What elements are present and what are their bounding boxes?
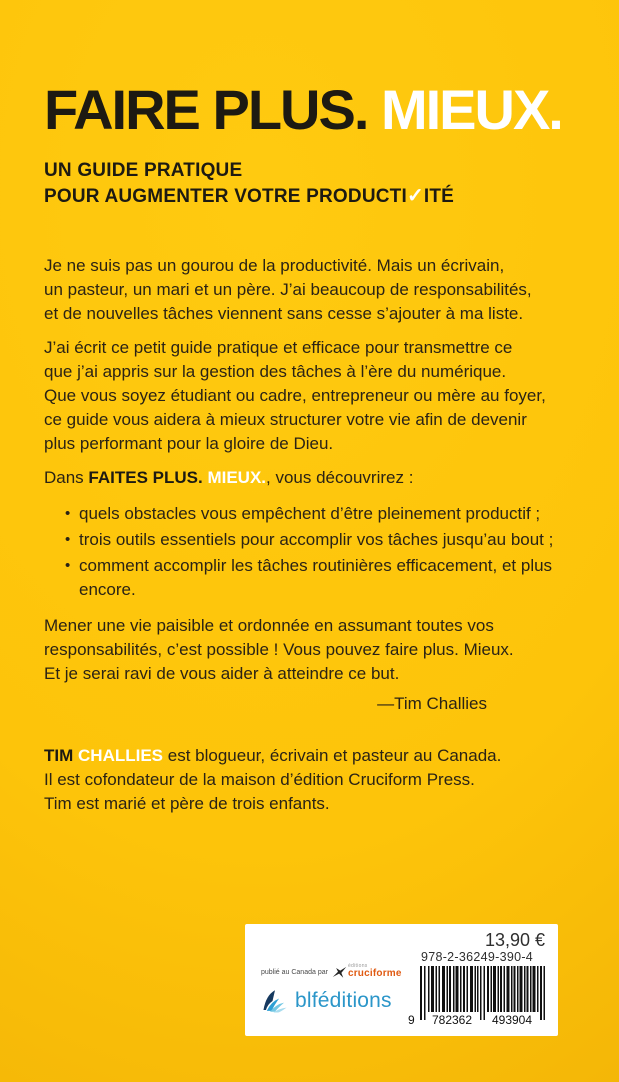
price-label: 13,90 € [484,930,545,950]
bio-line1: TIM CHALLIES est blogueur, écrivain et pasteur au Canada. [44,746,502,766]
checkmark-icon: ✓ [406,185,424,208]
published-by-row [261,964,411,979]
title-black-part: FAIRE PLUS. [44,78,368,141]
bullet-item: • quels obstacles vous empêchent d’être pleinement productif ; [65,502,575,526]
barcode [407,966,547,1026]
publisher-barcode-box [245,924,558,1036]
author-last-name: CHALLIES [78,746,164,766]
book-title [44,78,575,141]
guide-paragraph: J’ai écrit ce petit guide pratique et efficace pour transmettre ce que j’ai appris sur la gestion des tâches à l’ère du numérique. Que vous soyez étudiant ou cadre, entrepreneur ou mère au foyer, ce guide vous aidera à mieux structurer votre vie afin de devenir plus performant pour la gloire de Dieu. [44,338,546,454]
barcode-group1: 782362 [431,1013,473,1026]
discover-line: Dans FAITES PLUS. MIEUX., vous découvrirez : [44,468,414,488]
isbn-label: 978-2-36249-390-4 [420,950,534,964]
published-by-label: publié au Canada par [261,969,328,976]
author-signature: —Tim Challies [377,694,487,714]
discover-bullet-list [44,502,575,602]
closing-paragraph: Mener une vie paisible et ordonnée en assumant toutes vos responsabilités, c’est possible ! Vous pouvez faire plus. Mieux. Et je serai ravi de vous aider à atteindre ce but. [44,616,514,684]
cruciforme-bird-icon [332,966,347,979]
book-subtitle [44,158,575,210]
cover-content [0,78,619,816]
book-back-cover [0,78,619,1082]
subtitle-line1: UN GUIDE PRATIQUE [44,160,243,181]
barcode-block [402,950,552,1026]
bullet-item: • trois outils essentiels pour accomplir vos tâches jusqu’au bout ; [65,528,575,552]
cruciforme-name-label: cruciforme [347,968,402,979]
book-name-white: MIEUX. [207,468,267,488]
cruciforme-editions-label: éditions [347,963,368,969]
publisher-logos [261,964,411,1014]
barcode-group2: 493904 [491,1013,533,1026]
author-bio: TIM CHALLIES est blogueur, écrivain et pasteur au Canada. Il est cofondateur de la maison d’édition Cruciform Press. Tim est marié et père de trois enfants. [44,744,575,816]
subtitle-line2: POUR AUGMENTER VOTRE PRODUCTI✓ITÉ [44,185,455,208]
cruciforme-logo [332,964,402,979]
intro-paragraph: Je ne suis pas un gourou de la productivité. Mais un écrivain, un pasteur, un mari et un père. J’ai beaucoup de responsabilités, et de nouvelles tâches viennent sans cesse s’ajouter à ma liste. [44,256,532,324]
blf-editions-logo [261,988,411,1014]
bullet-item: • comment accomplir les tâches routinières efficacement, et plus encore. [65,554,575,602]
blf-book-icon [261,988,289,1014]
book-name-black: FAITES PLUS. [88,468,203,488]
barcode-lead-digit: 9 [408,1013,415,1026]
blf-editions-label: blféditions [295,989,392,1012]
title-white-part: MIEUX. [380,78,562,141]
author-first-name: TIM [44,746,74,766]
